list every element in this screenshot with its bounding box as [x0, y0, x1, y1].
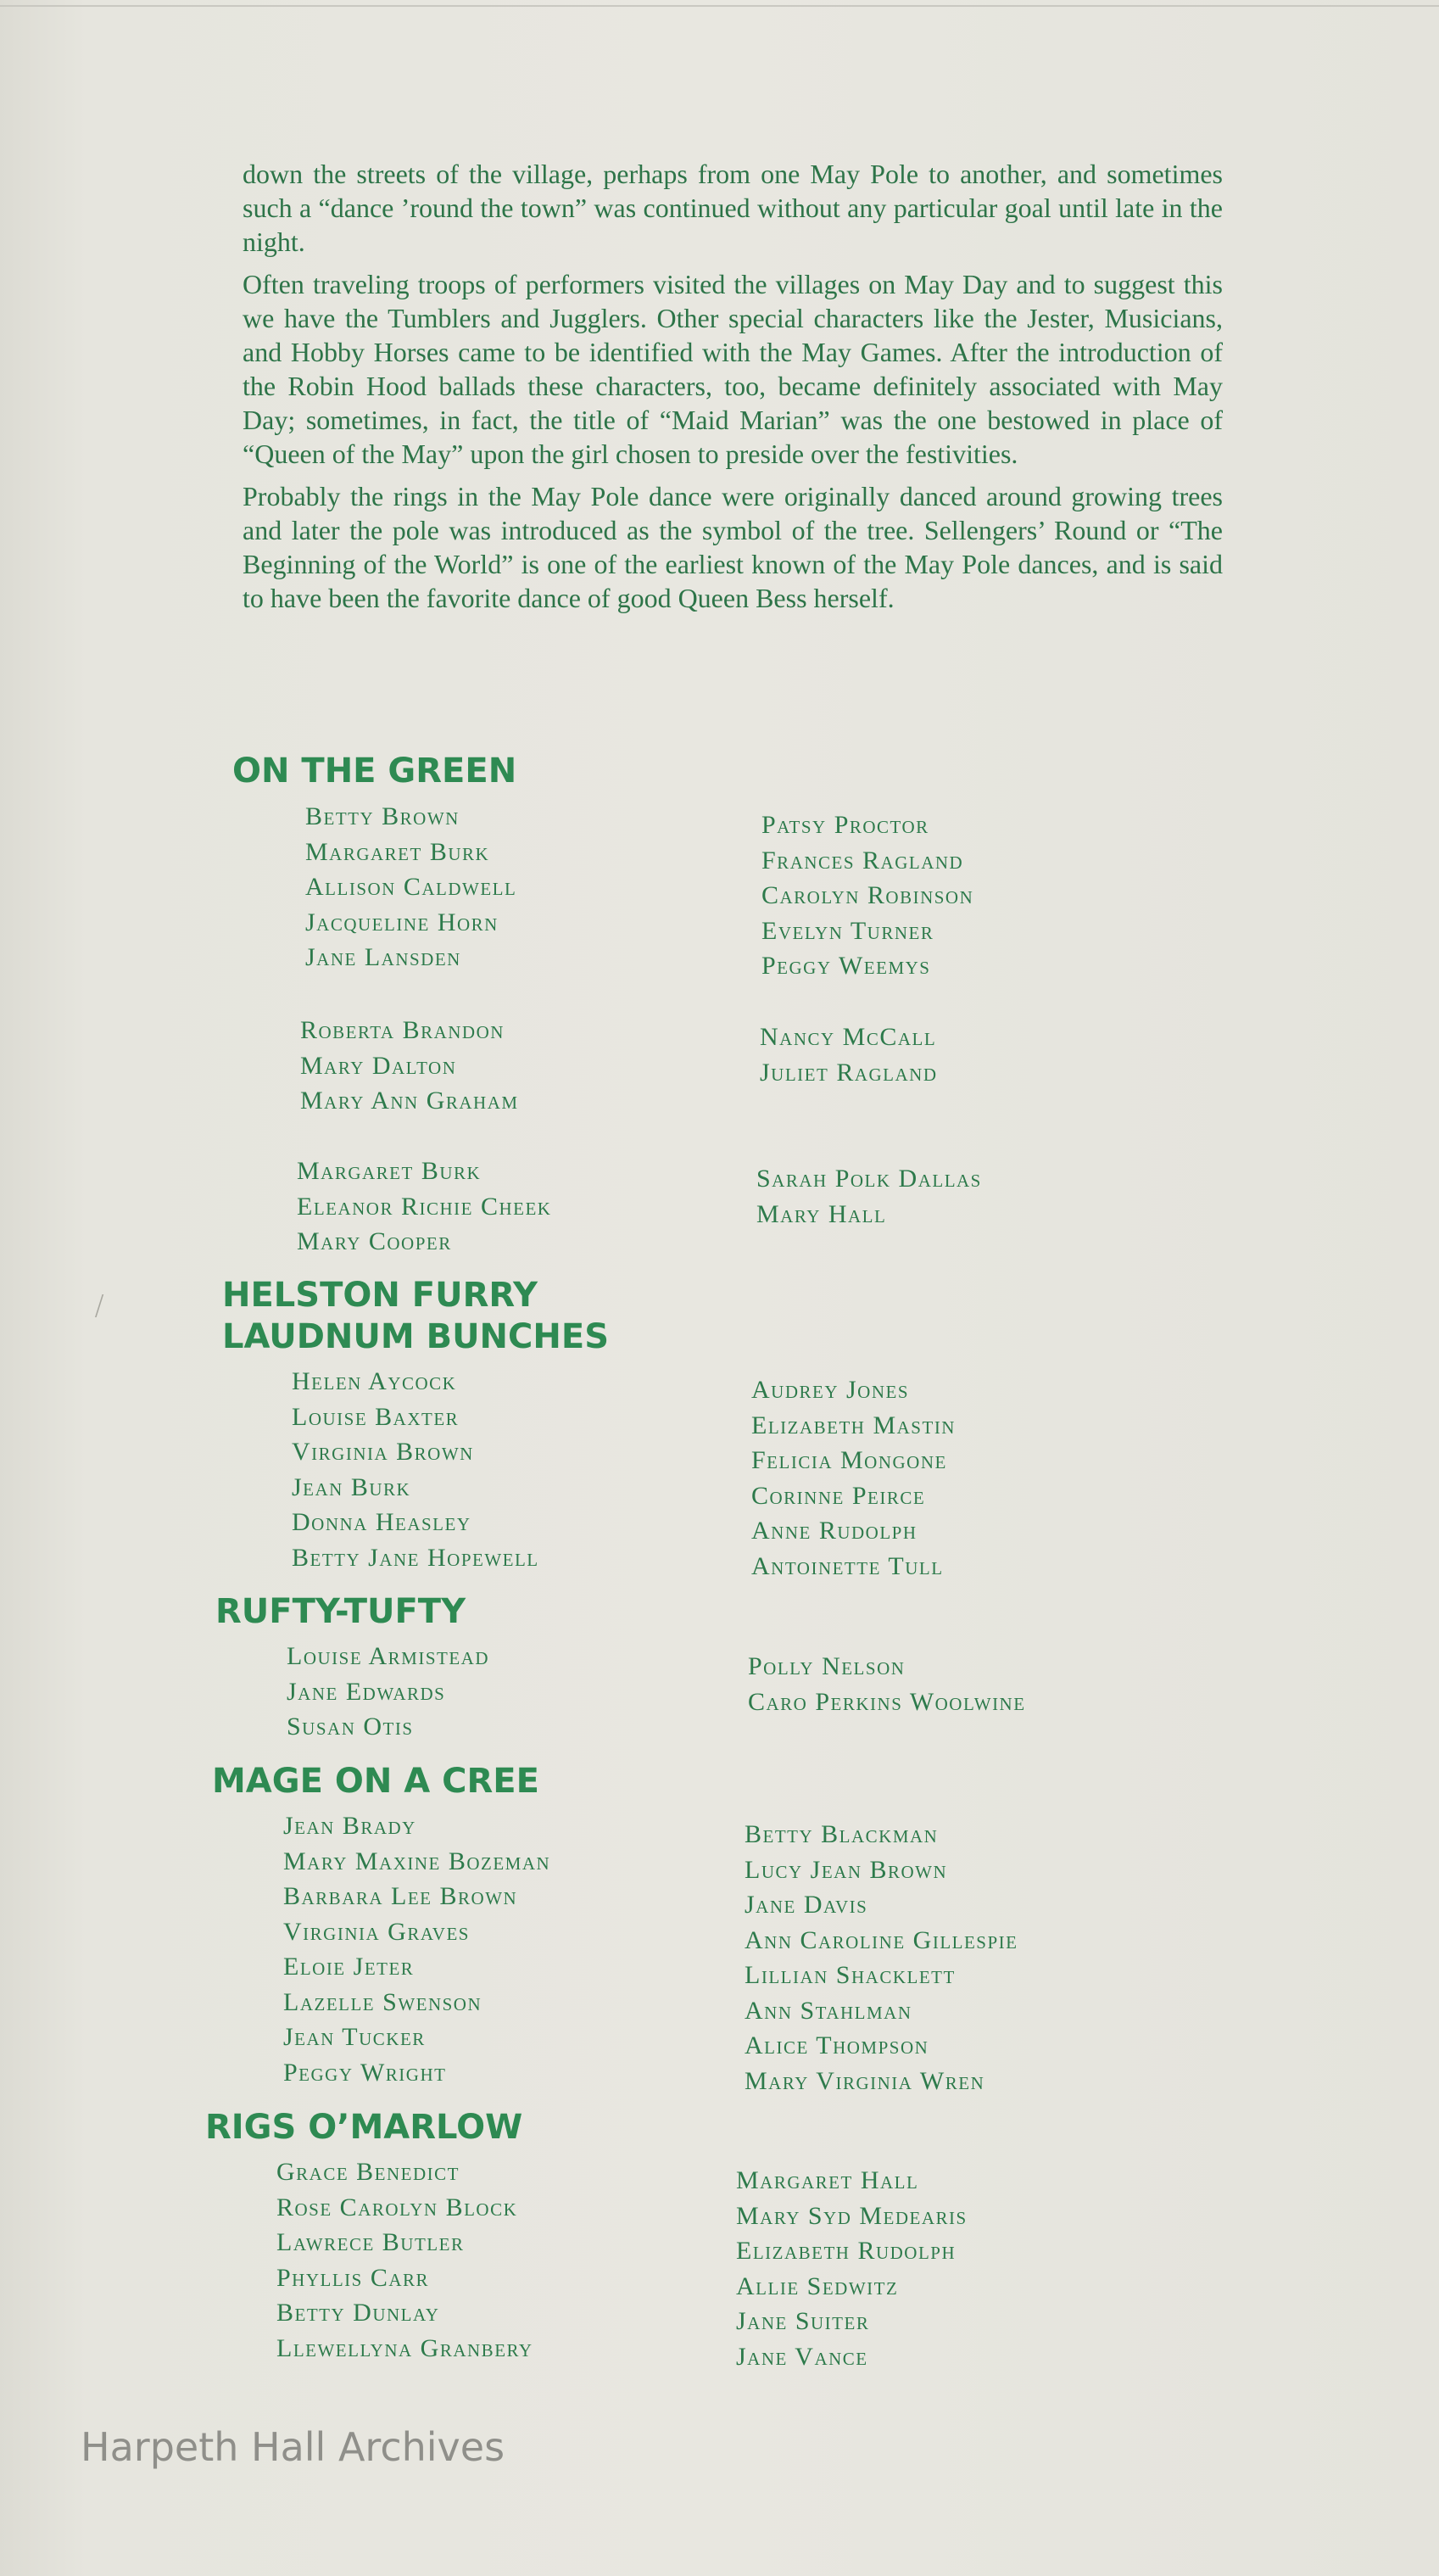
name-item: Louise Armistead	[287, 1642, 490, 1670]
name-item: Ann Stahlman	[745, 1996, 912, 2025]
name-item: Virginia Brown	[292, 1438, 474, 1466]
name-item: Llewellyna Granbery	[276, 2333, 533, 2362]
name-item: Caro Perkins Woolwine	[748, 1687, 1026, 1716]
prose-paragraph-3: Probably the rings in the May Pole dance were originally danced around growing trees and later the pole was introduced as the symbol of the tree. Sellengers’ Round or “The Beginning of the World” is one of the earliest known of the May Pole dances, and is said to have been the favorite dance of good Queen Bess herself.	[243, 481, 1223, 613]
name-item: Mary Hall	[756, 1199, 887, 1228]
name-item: Elizabeth Rudolph	[736, 2237, 957, 2265]
name-item: Eleanor Richie Cheek	[297, 1192, 552, 1221]
name-item: Barbara Lee Brown	[283, 1882, 518, 1910]
name-item: Allie Sedwitz	[736, 2271, 899, 2300]
name-item: Eloie Jeter	[283, 1953, 415, 1981]
name-item: Betty Blackman	[745, 1820, 939, 1848]
name-item: Mary Maxine Bozeman	[283, 1847, 551, 1875]
on-the-green-group3-right	[756, 1161, 982, 1232]
name-item: Margaret Burk	[305, 837, 490, 866]
section-title-helston-furry: HELSTON FURRY	[222, 1276, 538, 1315]
on-the-green-group3-left	[297, 1154, 551, 1260]
name-item: Roberta Brandon	[300, 1016, 505, 1044]
name-item: Margaret Burk	[297, 1157, 482, 1185]
name-item: Betty Jane Hopewell	[292, 1543, 539, 1572]
name-item: Juliet Ragland	[760, 1058, 938, 1087]
prose-paragraph-2: Often traveling troops of performers visited the villages on May Day and to suggest this we have the Tumblers and Jugglers. Other special characters like the Jester, Musicians, and Hobby Horses came to be identified with the May Games. After the introduction of the Robin Hood ballads these characters, too, became definitely associated with May Day; sometimes, in fact, the title of “Maid Marian” was the one bestowed in place of “Queen of the May” upon the girl chosen to preside over the festivities.	[243, 269, 1223, 469]
on-the-green-group2-left	[300, 1013, 519, 1119]
name-item: Helen Aycock	[292, 1367, 457, 1395]
name-item: Jean Brady	[283, 1812, 416, 1840]
name-item: Mary Cooper	[297, 1227, 452, 1255]
name-item: Jean Burk	[292, 1472, 411, 1501]
prose-paragraph-1: down the streets of the village, perhaps from one May Pole to another, and sometimes such a “dance ’round the town” was continued without any particular goal until late in the night.	[243, 159, 1223, 257]
helston-left-column	[292, 1364, 539, 1575]
name-item: Frances Ragland	[761, 846, 964, 874]
name-item: Susan Otis	[287, 1713, 414, 1741]
name-item: Mary Virginia Wren	[745, 2066, 985, 2095]
name-item: Lazelle Swenson	[283, 1987, 482, 2016]
name-item: Felicia Mongone	[751, 1446, 947, 1474]
name-item: Rose Carolyn Block	[276, 2193, 518, 2221]
name-item: Audrey Jones	[751, 1376, 910, 1404]
mage-right-column	[745, 1817, 1018, 2098]
name-item: Mary Ann Graham	[300, 1087, 519, 1115]
name-item: Donna Heasley	[292, 1508, 471, 1536]
name-item: Betty Dunlay	[276, 2299, 440, 2327]
name-item: Jane Lansden	[305, 943, 461, 971]
name-item: Antoinette Tull	[751, 1551, 944, 1580]
name-item: Grace Benedict	[276, 2158, 460, 2186]
name-item: Betty Brown	[305, 802, 460, 830]
section-title-mage-on-a-cree: MAGE ON A CREE	[212, 1762, 539, 1801]
name-item: Jane Davis	[745, 1891, 868, 1919]
name-item: Patsy Proctor	[761, 811, 929, 839]
name-item: Elizabeth Mastin	[751, 1411, 956, 1439]
name-item: Lucy Jean Brown	[745, 1855, 948, 1884]
name-item: Alice Thompson	[745, 2031, 929, 2059]
on-the-green-group2-right	[760, 1020, 937, 1090]
mage-left-column	[283, 1808, 550, 2090]
on-the-green-group1-left	[305, 799, 516, 975]
name-item: Peggy Wright	[283, 2058, 447, 2087]
margin-mark: ⧸	[95, 1293, 104, 1321]
name-item: Carolyn Robinson	[761, 881, 974, 909]
name-item: Lawrece Butler	[276, 2228, 465, 2256]
name-item: Virginia Graves	[283, 1917, 470, 1946]
name-item: Jane Edwards	[287, 1677, 446, 1706]
name-item: Jean Tucker	[283, 2023, 426, 2051]
section-title-on-the-green: ON THE GREEN	[232, 752, 517, 791]
name-item: Lillian Shacklett	[745, 1961, 956, 1989]
name-item: Ann Caroline Gillespie	[745, 1925, 1018, 1954]
name-item: Evelyn Turner	[761, 916, 934, 945]
on-the-green-group1-right	[761, 807, 973, 984]
rufty-tufty-left-column	[287, 1639, 489, 1745]
name-item: Jane Vance	[736, 2342, 868, 2371]
name-item: Peggy Weemys	[761, 952, 931, 980]
helston-right-column	[751, 1372, 956, 1584]
rufty-tufty-right-column	[748, 1649, 1026, 1719]
rigs-right-column	[736, 2163, 968, 2374]
name-item: Margaret Hall	[736, 2166, 919, 2194]
section-title-laudnum-bunches: LAUDNUM BUNCHES	[222, 1317, 609, 1356]
name-item: Sarah Polk Dallas	[756, 1165, 982, 1193]
section-title-rufty-tufty: RUFTY-TUFTY	[215, 1592, 466, 1631]
prose-block	[243, 157, 1223, 623]
name-item: Phyllis Carr	[276, 2263, 430, 2292]
name-item: Jane Suiter	[736, 2307, 870, 2335]
rigs-left-column	[276, 2154, 533, 2366]
archive-watermark: Harpeth Hall Archives	[81, 2424, 505, 2470]
name-item: Nancy McCall	[760, 1023, 937, 1051]
section-title-rigs-omarlow: RIGS O’MARLOW	[205, 2108, 523, 2147]
name-item: Mary Dalton	[300, 1051, 457, 1080]
name-item: Louise Baxter	[292, 1402, 460, 1431]
name-item: Mary Syd Medearis	[736, 2201, 968, 2230]
name-item: Anne Rudolph	[751, 1517, 918, 1545]
name-item: Polly Nelson	[748, 1652, 906, 1680]
page-edge-line	[0, 5, 1439, 7]
name-item: Allison Caldwell	[305, 873, 517, 901]
name-item: Jacqueline Horn	[305, 908, 499, 936]
name-item: Corinne Peirce	[751, 1481, 926, 1510]
